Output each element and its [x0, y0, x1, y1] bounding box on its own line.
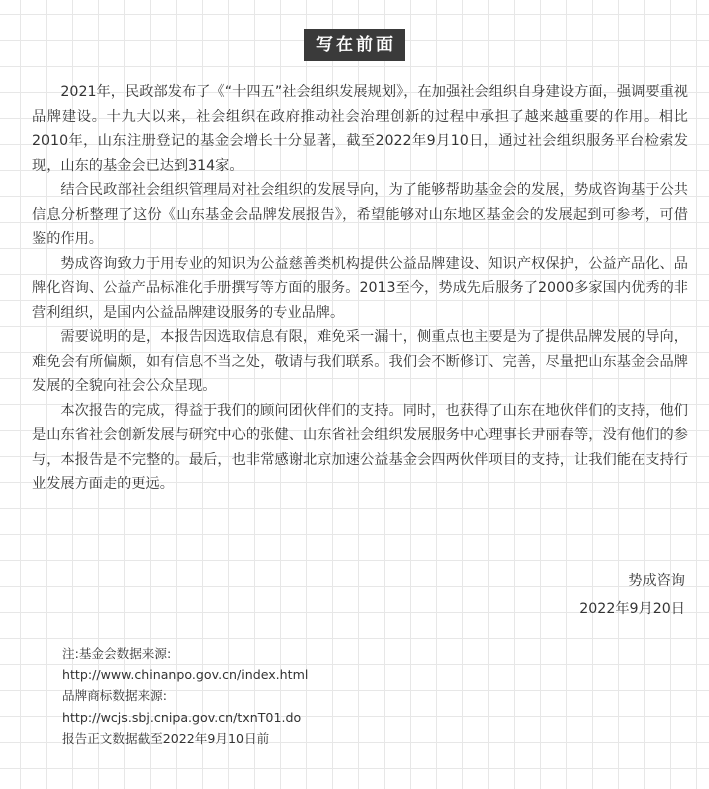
paragraph-3: 势成咨询致力于用专业的知识为公益慈善类机构提供公益品牌建设、知识产权保护，公益产品化、品牌化咨询、公益产品标准化手册撰写等方面的服务。2013至今，势成先后服务了2000多家国内优秀的非营利组织，是国内公益品牌建设服务的专业品牌。	[32, 255, 688, 321]
signature	[579, 567, 685, 623]
note-data-cutoff: 报告正文数据截至2022年9月10日前	[62, 730, 270, 746]
signature-org: 势成咨询	[628, 573, 685, 589]
body-text	[32, 80, 688, 497]
page-title: 写在前面	[304, 29, 405, 61]
title-container	[0, 29, 709, 61]
signature-date: 2022年9月20日	[579, 601, 685, 617]
notes	[62, 643, 308, 749]
note-foundation-source-label: 注:基金会数据来源:	[62, 646, 172, 661]
paragraph-2: 结合民政部社会组织管理局对社会组织的发展导向，为了能够帮助基金会的发展，势成咨询基于公共信息分析整理了这份《山东基金会品牌发展报告》，希望能够对山东地区基金会的发展起到可参考，可借鉴的作用。	[32, 182, 688, 247]
paragraph-5: 本次报告的完成，得益于我们的顾问团伙伴们的支持。同时，也获得了山东在地伙伴们的支持，他们是山东省社会创新发展与研究中心的张健、山东省社会组织发展服务中心理事长尹丽春等，没有他们的参与，本报告是不完整的。最后，也非常感谢北京加速公益基金会四两伙伴项目的支持，让我们能在支持行业发展方面走的更远。	[32, 402, 688, 492]
note-trademark-source-url: http://wcjs.sbj.cnipa.gov.cn/txnT01.do	[62, 709, 302, 725]
paragraph-4: 需要说明的是，本报告因选取信息有限，难免采一漏十，侧重点也主要是为了提供品牌发展的导向，难免会有所偏颇，如有信息不当之处，敬请与我们联系。我们会不断修订、完善，尽量把山东基金会品牌发展的全貌向社会公众呈现。	[32, 329, 688, 394]
note-trademark-source-label: 品牌商标数据来源:	[62, 688, 167, 704]
paragraph-1: 2021年，民政部发布了《“十四五”社会组织发展规划》，在加强社会组织自身建设方面，强调要重视品牌建设。十九大以来，社会组织在政府推动社会治理创新的过程中承担了越来越重要的作用。相比2010年，山东注册登记的基金会增长十分显著，截至2022年9月10日，通过社会组织服务平台检索发现，山东的基金会已达到314家。	[32, 84, 688, 174]
note-foundation-source-url: http://www.chinanpo.gov.cn/index.html	[62, 667, 309, 683]
